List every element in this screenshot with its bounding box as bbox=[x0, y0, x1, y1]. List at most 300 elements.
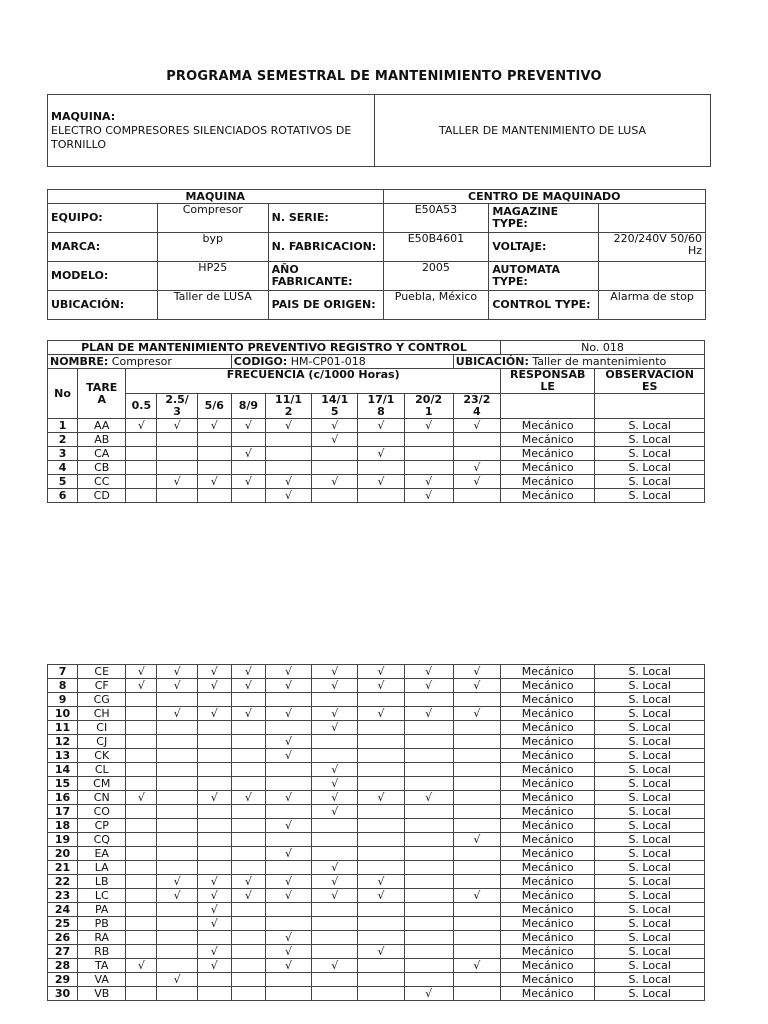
modelo-value: HP25 bbox=[157, 262, 268, 291]
freq-header bbox=[404, 394, 453, 419]
checkmark: √ bbox=[265, 665, 311, 679]
check-cell bbox=[358, 931, 404, 945]
checkmark: √ bbox=[265, 475, 311, 489]
checkmark: √ bbox=[453, 679, 500, 693]
freq-header bbox=[157, 394, 197, 419]
table-row bbox=[48, 679, 705, 693]
check-cell bbox=[453, 721, 500, 735]
row-number: 17 bbox=[48, 805, 78, 819]
check-cell bbox=[404, 833, 453, 847]
check-cell bbox=[126, 973, 157, 987]
check-cell bbox=[157, 461, 197, 475]
check-cell bbox=[126, 735, 157, 749]
check-cell bbox=[404, 945, 453, 959]
table-row bbox=[48, 791, 705, 805]
row-responsable: Mecánico bbox=[500, 931, 594, 945]
row-task: RB bbox=[78, 945, 126, 959]
check-cell bbox=[126, 461, 157, 475]
freq-line2: 3 bbox=[173, 405, 181, 418]
check-cell bbox=[453, 945, 500, 959]
table-row bbox=[48, 735, 705, 749]
table-row bbox=[48, 903, 705, 917]
freq-line2: 5 bbox=[330, 405, 339, 418]
check-cell bbox=[404, 889, 453, 903]
row-responsable: Mecánico bbox=[500, 987, 594, 1001]
serie-label: N. SERIE: bbox=[268, 204, 383, 233]
header-observaciones-1: OBSERVACION bbox=[605, 368, 695, 381]
row-observacion: S. Local bbox=[595, 461, 705, 475]
checkmark: √ bbox=[453, 707, 500, 721]
row-number: 28 bbox=[48, 959, 78, 973]
row-number: 6 bbox=[48, 489, 78, 503]
check-cell bbox=[157, 945, 197, 959]
check-cell bbox=[126, 861, 157, 875]
nombre-label: NOMBRE: bbox=[50, 354, 109, 368]
check-cell bbox=[126, 693, 157, 707]
check-cell bbox=[453, 749, 500, 763]
checkmark: √ bbox=[157, 419, 197, 433]
check-cell bbox=[265, 861, 311, 875]
row-task: LC bbox=[78, 889, 126, 903]
row-observacion: S. Local bbox=[595, 489, 705, 503]
freq-line1: 2.5/ bbox=[165, 393, 189, 406]
checkmark: √ bbox=[358, 707, 404, 721]
check-cell bbox=[126, 819, 157, 833]
row-responsable: Mecánico bbox=[500, 875, 594, 889]
machine-info-table bbox=[47, 189, 706, 320]
checkmark: √ bbox=[312, 763, 358, 777]
check-cell bbox=[404, 973, 453, 987]
row-task: CA bbox=[78, 447, 126, 461]
check-cell bbox=[404, 447, 453, 461]
row-observacion: S. Local bbox=[595, 735, 705, 749]
row-number: 22 bbox=[48, 875, 78, 889]
check-cell bbox=[157, 777, 197, 791]
check-cell bbox=[358, 959, 404, 973]
check-cell bbox=[265, 461, 311, 475]
row-responsable: Mecánico bbox=[500, 489, 594, 503]
checkmark: √ bbox=[312, 475, 358, 489]
row-number: 20 bbox=[48, 847, 78, 861]
checkmark: √ bbox=[231, 791, 265, 805]
row-observacion: S. Local bbox=[595, 707, 705, 721]
checkmark: √ bbox=[197, 475, 231, 489]
check-cell bbox=[231, 433, 265, 447]
checkmark: √ bbox=[265, 735, 311, 749]
freq-line1: 23/2 bbox=[463, 393, 491, 406]
check-cell bbox=[157, 805, 197, 819]
checkmark: √ bbox=[126, 791, 157, 805]
check-cell bbox=[126, 763, 157, 777]
checkmark: √ bbox=[453, 959, 500, 973]
table-row bbox=[48, 777, 705, 791]
checkmark: √ bbox=[197, 419, 231, 433]
check-cell bbox=[265, 447, 311, 461]
row-responsable: Mecánico bbox=[500, 447, 594, 461]
check-cell bbox=[126, 875, 157, 889]
checkmark: √ bbox=[312, 707, 358, 721]
check-cell bbox=[126, 489, 157, 503]
checkmark: √ bbox=[453, 419, 500, 433]
row-number: 11 bbox=[48, 721, 78, 735]
check-cell bbox=[231, 819, 265, 833]
plan-ubicacion-cell bbox=[453, 355, 704, 369]
check-cell bbox=[312, 489, 358, 503]
checkmark: √ bbox=[358, 875, 404, 889]
check-cell bbox=[453, 447, 500, 461]
voltaje-value: 220/240V 50/60 Hz bbox=[599, 233, 706, 262]
check-cell bbox=[453, 987, 500, 1001]
freq-header bbox=[453, 394, 500, 419]
freq-header bbox=[231, 394, 265, 419]
checkmark: √ bbox=[197, 903, 231, 917]
freq-line1: 0.5 bbox=[131, 399, 152, 412]
check-cell bbox=[358, 763, 404, 777]
check-cell bbox=[126, 433, 157, 447]
check-cell bbox=[231, 805, 265, 819]
check-cell bbox=[358, 819, 404, 833]
check-cell bbox=[358, 461, 404, 475]
checkmark: √ bbox=[404, 707, 453, 721]
check-cell bbox=[312, 987, 358, 1001]
check-cell bbox=[404, 777, 453, 791]
machine-label: MAQUINA: bbox=[51, 109, 116, 123]
checkmark: √ bbox=[453, 833, 500, 847]
check-cell bbox=[358, 917, 404, 931]
check-cell bbox=[197, 721, 231, 735]
row-observacion: S. Local bbox=[595, 847, 705, 861]
checkmark: √ bbox=[358, 679, 404, 693]
table-row bbox=[48, 749, 705, 763]
row-number: 12 bbox=[48, 735, 78, 749]
header-tarea-1: TARE bbox=[86, 380, 118, 394]
check-cell bbox=[312, 735, 358, 749]
check-cell bbox=[404, 763, 453, 777]
table-row bbox=[48, 707, 705, 721]
freq-line1: 17/1 bbox=[367, 393, 395, 406]
row-number: 5 bbox=[48, 475, 78, 489]
row-number: 8 bbox=[48, 679, 78, 693]
row-number: 9 bbox=[48, 693, 78, 707]
row-responsable: Mecánico bbox=[500, 763, 594, 777]
row-number: 1 bbox=[48, 419, 78, 433]
checkmark: √ bbox=[231, 875, 265, 889]
check-cell bbox=[358, 805, 404, 819]
check-cell bbox=[453, 693, 500, 707]
row-responsable: Mecánico bbox=[500, 419, 594, 433]
check-cell bbox=[265, 433, 311, 447]
table-row bbox=[48, 693, 705, 707]
checkmark: √ bbox=[404, 987, 453, 1001]
table-row bbox=[48, 419, 705, 433]
row-number: 14 bbox=[48, 763, 78, 777]
row-responsable: Mecánico bbox=[500, 819, 594, 833]
check-cell bbox=[404, 721, 453, 735]
row-task: VB bbox=[78, 987, 126, 1001]
serie-value: E50A53 bbox=[383, 204, 489, 233]
check-cell bbox=[453, 735, 500, 749]
check-cell bbox=[231, 833, 265, 847]
checkmark: √ bbox=[312, 875, 358, 889]
table-row bbox=[48, 475, 705, 489]
row-task: EA bbox=[78, 847, 126, 861]
row-observacion: S. Local bbox=[595, 973, 705, 987]
pais-value: Puebla, México bbox=[383, 291, 489, 320]
freq-line1: 20/2 bbox=[415, 393, 443, 406]
check-cell bbox=[197, 447, 231, 461]
equipo-label: EQUIPO: bbox=[48, 204, 158, 233]
control-value: Alarma de stop bbox=[599, 291, 706, 320]
checkmark: √ bbox=[197, 875, 231, 889]
row-responsable: Mecánico bbox=[500, 749, 594, 763]
row-observacion: S. Local bbox=[595, 931, 705, 945]
row-observacion: S. Local bbox=[595, 917, 705, 931]
check-cell bbox=[453, 847, 500, 861]
table-row bbox=[48, 917, 705, 931]
check-cell bbox=[197, 805, 231, 819]
checkmark: √ bbox=[265, 679, 311, 693]
check-cell bbox=[265, 693, 311, 707]
check-cell bbox=[453, 861, 500, 875]
checkmark: √ bbox=[265, 959, 311, 973]
codigo-label: CODIGO: bbox=[233, 354, 288, 368]
checkmark: √ bbox=[404, 475, 453, 489]
row-responsable: Mecánico bbox=[500, 475, 594, 489]
row-number: 29 bbox=[48, 973, 78, 987]
row-responsable: Mecánico bbox=[500, 735, 594, 749]
row-task: CG bbox=[78, 693, 126, 707]
checkmark: √ bbox=[197, 945, 231, 959]
freq-line1: 5/6 bbox=[204, 399, 224, 412]
table-row bbox=[48, 805, 705, 819]
checkmark: √ bbox=[404, 679, 453, 693]
row-number: 26 bbox=[48, 931, 78, 945]
checkmark: √ bbox=[312, 433, 358, 447]
row-task: CJ bbox=[78, 735, 126, 749]
freq-line2: 8 bbox=[377, 405, 385, 418]
row-responsable: Mecánico bbox=[500, 805, 594, 819]
fabricacion-label: N. FABRICACION: bbox=[268, 233, 383, 262]
row-observacion: S. Local bbox=[595, 987, 705, 1001]
check-cell bbox=[157, 763, 197, 777]
row-responsable: Mecánico bbox=[500, 847, 594, 861]
row-observacion: S. Local bbox=[595, 749, 705, 763]
row-task: CD bbox=[78, 489, 126, 503]
checkmark: √ bbox=[157, 679, 197, 693]
row-responsable: Mecánico bbox=[500, 903, 594, 917]
freq-header bbox=[312, 394, 358, 419]
anio-value: 2005 bbox=[383, 262, 489, 291]
row-responsable: Mecánico bbox=[500, 945, 594, 959]
row-observacion: S. Local bbox=[595, 791, 705, 805]
header-tarea-2: A bbox=[97, 392, 106, 406]
check-cell bbox=[404, 805, 453, 819]
check-cell bbox=[312, 973, 358, 987]
check-cell bbox=[126, 945, 157, 959]
check-cell bbox=[265, 973, 311, 987]
marca-label: MARCA: bbox=[48, 233, 158, 262]
checkmark: √ bbox=[312, 959, 358, 973]
checkmark: √ bbox=[157, 707, 197, 721]
row-task: CC bbox=[78, 475, 126, 489]
control-label: CONTROL TYPE: bbox=[489, 291, 599, 320]
row-number: 2 bbox=[48, 433, 78, 447]
table-row bbox=[48, 447, 705, 461]
row-number: 10 bbox=[48, 707, 78, 721]
row-task: CI bbox=[78, 721, 126, 735]
row-observacion: S. Local bbox=[595, 819, 705, 833]
check-cell bbox=[404, 693, 453, 707]
check-cell bbox=[231, 917, 265, 931]
header-centro: CENTRO DE MAQUINADO bbox=[383, 190, 705, 204]
checkmark: √ bbox=[157, 475, 197, 489]
check-cell bbox=[231, 721, 265, 735]
check-cell bbox=[197, 777, 231, 791]
check-cell bbox=[231, 973, 265, 987]
freq-header bbox=[358, 394, 404, 419]
checkmark: √ bbox=[312, 665, 358, 679]
checkmark: √ bbox=[453, 461, 500, 475]
check-cell bbox=[197, 433, 231, 447]
anio-label: AÑO FABRICANTE: bbox=[268, 262, 383, 291]
checkmark: √ bbox=[197, 791, 231, 805]
checkmark: √ bbox=[312, 721, 358, 735]
check-cell bbox=[197, 847, 231, 861]
row-task: CM bbox=[78, 777, 126, 791]
checkmark: √ bbox=[358, 475, 404, 489]
check-cell bbox=[197, 489, 231, 503]
fabricacion-value: E50B4601 bbox=[383, 233, 489, 262]
check-cell bbox=[358, 833, 404, 847]
check-cell bbox=[404, 749, 453, 763]
check-cell bbox=[312, 903, 358, 917]
check-cell bbox=[358, 973, 404, 987]
check-cell bbox=[157, 847, 197, 861]
check-cell bbox=[126, 777, 157, 791]
check-cell bbox=[358, 735, 404, 749]
magazine-value bbox=[599, 204, 706, 233]
checkmark: √ bbox=[358, 945, 404, 959]
modelo-label: MODELO: bbox=[48, 262, 158, 291]
check-cell bbox=[157, 447, 197, 461]
row-responsable: Mecánico bbox=[500, 665, 594, 679]
checkmark: √ bbox=[358, 889, 404, 903]
checkmark: √ bbox=[453, 889, 500, 903]
table-row bbox=[48, 847, 705, 861]
check-cell bbox=[126, 805, 157, 819]
checkmark: √ bbox=[197, 959, 231, 973]
row-task: TA bbox=[78, 959, 126, 973]
pais-label: PAIS DE ORIGEN: bbox=[268, 291, 383, 320]
header-tarea bbox=[78, 369, 126, 419]
check-cell bbox=[126, 931, 157, 945]
row-task: CH bbox=[78, 707, 126, 721]
row-number: 4 bbox=[48, 461, 78, 475]
check-cell bbox=[126, 987, 157, 1001]
nombre-value: Compresor bbox=[111, 354, 172, 368]
check-cell bbox=[404, 959, 453, 973]
freq-header bbox=[126, 394, 157, 419]
check-cell bbox=[157, 861, 197, 875]
check-cell bbox=[312, 847, 358, 861]
machine-box bbox=[47, 94, 711, 167]
row-task: CQ bbox=[78, 833, 126, 847]
checkmark: √ bbox=[265, 819, 311, 833]
check-cell bbox=[312, 931, 358, 945]
check-cell bbox=[197, 861, 231, 875]
check-cell bbox=[453, 763, 500, 777]
check-cell bbox=[126, 749, 157, 763]
row-responsable: Mecánico bbox=[500, 973, 594, 987]
row-task: CK bbox=[78, 749, 126, 763]
check-cell bbox=[126, 847, 157, 861]
row-observacion: S. Local bbox=[595, 833, 705, 847]
row-number: 30 bbox=[48, 987, 78, 1001]
row-responsable: Mecánico bbox=[500, 861, 594, 875]
row-number: 15 bbox=[48, 777, 78, 791]
check-cell bbox=[126, 721, 157, 735]
check-cell bbox=[404, 931, 453, 945]
header-maquina: MAQUINA bbox=[48, 190, 384, 204]
check-cell bbox=[197, 819, 231, 833]
check-cell bbox=[197, 749, 231, 763]
check-cell bbox=[358, 777, 404, 791]
row-number: 13 bbox=[48, 749, 78, 763]
check-cell bbox=[358, 861, 404, 875]
check-cell bbox=[312, 819, 358, 833]
check-cell bbox=[231, 931, 265, 945]
check-cell bbox=[126, 903, 157, 917]
check-cell bbox=[404, 735, 453, 749]
checkmark: √ bbox=[358, 791, 404, 805]
checkmark: √ bbox=[265, 945, 311, 959]
check-cell bbox=[157, 693, 197, 707]
row-task: CN bbox=[78, 791, 126, 805]
checkmark: √ bbox=[157, 665, 197, 679]
table-row bbox=[48, 665, 705, 679]
check-cell bbox=[197, 833, 231, 847]
check-cell bbox=[231, 749, 265, 763]
checkmark: √ bbox=[265, 489, 311, 503]
check-cell bbox=[197, 693, 231, 707]
check-cell bbox=[265, 987, 311, 1001]
checkmark: √ bbox=[312, 679, 358, 693]
maintenance-plan-table-continued bbox=[47, 664, 705, 1001]
checkmark: √ bbox=[404, 419, 453, 433]
check-cell bbox=[126, 707, 157, 721]
check-cell bbox=[453, 791, 500, 805]
row-observacion: S. Local bbox=[595, 777, 705, 791]
freq-line1: 8/9 bbox=[238, 399, 259, 412]
check-cell bbox=[157, 749, 197, 763]
row-number: 7 bbox=[48, 665, 78, 679]
row-observacion: S. Local bbox=[595, 721, 705, 735]
row-responsable: Mecánico bbox=[500, 707, 594, 721]
check-cell bbox=[453, 903, 500, 917]
check-cell bbox=[126, 917, 157, 931]
page-title: PROGRAMA SEMESTRAL DE MANTENIMIENTO PREVENTIVO bbox=[166, 69, 602, 84]
check-cell bbox=[312, 833, 358, 847]
checkmark: √ bbox=[231, 889, 265, 903]
check-cell bbox=[197, 735, 231, 749]
check-cell bbox=[157, 721, 197, 735]
row-task: VA bbox=[78, 973, 126, 987]
check-cell bbox=[265, 763, 311, 777]
row-observacion: S. Local bbox=[595, 475, 705, 489]
check-cell bbox=[157, 917, 197, 931]
check-cell bbox=[231, 777, 265, 791]
row-number: 25 bbox=[48, 917, 78, 931]
